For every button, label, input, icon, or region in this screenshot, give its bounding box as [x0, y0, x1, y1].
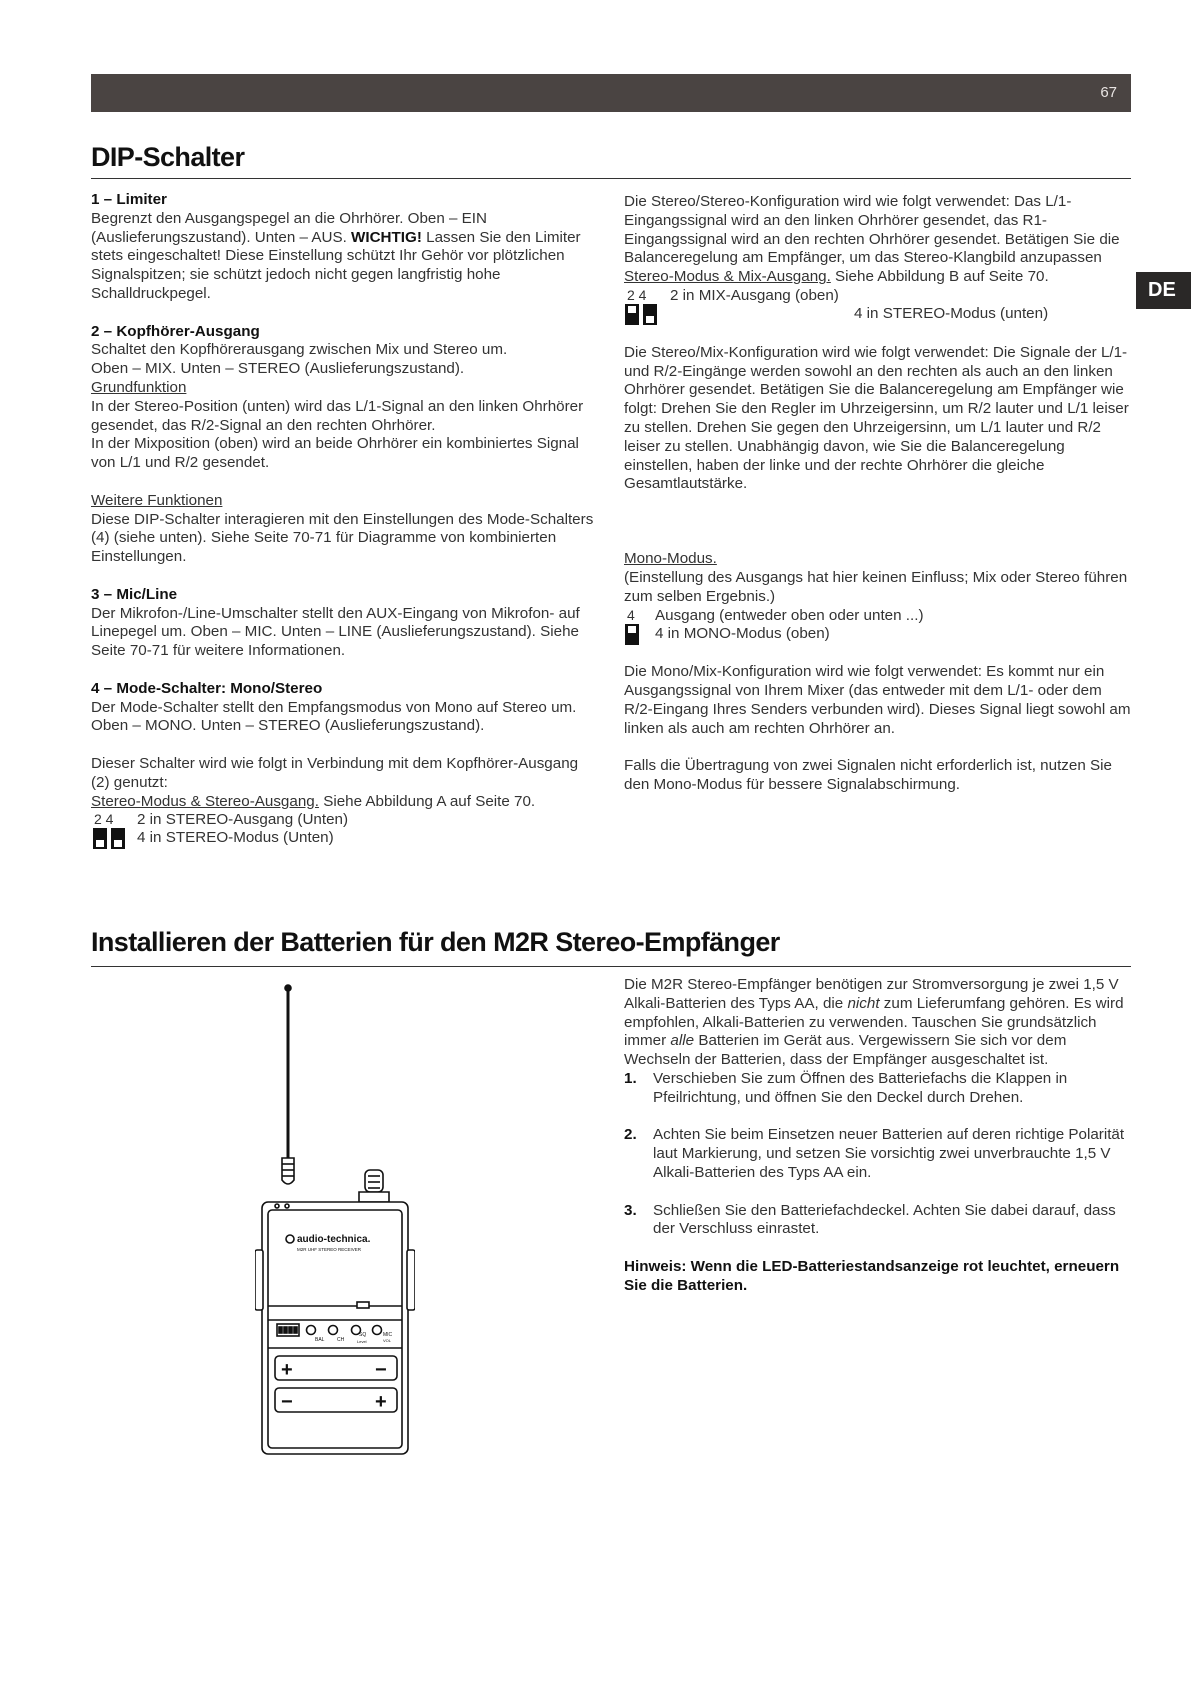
dip-switch-4-down: [111, 828, 125, 849]
svg-text:VOL: VOL: [383, 1338, 392, 1343]
header-bar: [91, 74, 1131, 112]
dip-switch-2-up: [625, 304, 639, 325]
right-column: [624, 193, 1134, 814]
svg-text:SQ: SQ: [359, 1332, 367, 1338]
section-title-dip: DIP-Schalter: [91, 142, 245, 172]
stereo-mix-link: Stereo-Modus & Mix-Ausgang.: [624, 268, 831, 286]
weitere-heading: Weitere Funktionen: [91, 491, 223, 509]
stereo-stereo-link: Stereo-Modus & Stereo-Ausgang.: [91, 792, 319, 810]
left-column: [91, 191, 596, 868]
brand-label: audio-technica.: [297, 1234, 371, 1245]
mode-heading: 4 – Mode-Schalter: Mono/Stereo: [91, 679, 323, 697]
dip-diagram-c: 4 Ausgang (entweder oben oder unten ...) 4 in MONO-Modus (oben): [624, 607, 1134, 645]
list-item: 3. Schließen Sie den Batteriefachdeckel. Achten Sie dabei darauf, dass der Verschluss einrastet.: [624, 1201, 1116, 1238]
mic-line-paragraph: 3 – Mic/Line Der Mikrofon-/Line-Umschalter stellt den AUX-Eingang von Mikrofon- auf Linepegel um. Oben – MIC. Unten – LINE (Auslieferungszustand). Siehe Seite 70-71 für weitere Informationen.: [91, 585, 580, 660]
minus-icon: −: [281, 1391, 293, 1413]
section-divider: [91, 178, 1131, 179]
dip-switch-2-down: [93, 828, 107, 849]
dip-switch-4-down: [643, 304, 657, 325]
svg-text:BAL: BAL: [315, 1337, 325, 1343]
mode-paragraph: 4 – Mode-Schalter: Mono/Stereo Der Mode-Schalter stellt den Empfangsmodus von Mono auf Stereo um. Oben – MONO. Unten – STEREO (Auslieferungszustand).: [91, 679, 577, 735]
kopfhoerer-paragraph: 2 – Kopfhörer-Ausgang Schaltet den Kopfhörerausgang zwischen Mix und Stereo um. Oben – MIX. Unten – STEREO (Auslieferungszustand). Grundfunktion In der Stereo-Position (unten) wird das L/1-Signal an den linken Ohrhörer gesendet, das R/2-Signal an den rechten Ohrhörer. In der Mixposition (oben) wird an beide Ohrhörer ein kombiniertes Signal von L/1 und R/2 gesendet.: [91, 322, 584, 472]
dip-switch-4-up: [625, 624, 639, 645]
dip-diagram-a: 2 4 2 in STEREO-Ausgang (Unten) 4 in STEREO-Modus (Unten): [91, 811, 596, 849]
kopfhoerer-heading: 2 – Kopfhörer-Ausgang: [91, 322, 260, 340]
battery-steps: [624, 1070, 1134, 1239]
section-title-batterien: Installieren der Batterien für den M2R Stereo-Empfänger: [91, 927, 780, 957]
dip-diagram-b: 2 4 2 in MIX-Ausgang (oben) 4 in STEREO-Modus (unten): [624, 287, 1134, 325]
stereo-stereo-paragraph: Die Stereo/Stereo-Konfiguration wird wie folgt verwendet: Das L/1-Eingangssignal wird an den linken Ohrhörer gesendet, das R1-Eingangssignal wird an den rechten Ohrhörer gesendet. Betätigen Sie die Balanceregelung am Empfänger, um das Stereo-Klangbild anzupassen Stereo-Modus & Mix-Ausgang. Siehe Abbildung B auf Seite 70.: [624, 193, 1120, 286]
dip-numbers: 2 4: [627, 286, 647, 303]
battery-intro: Die M2R Stereo-Empfänger benötigen zur Stromversorgung je zwei 1,5 V Alkali-Batterien des Typs AA, die nicht zum Lieferumfang gehören. Es wird empfohlen, Alkali-Batterien zu verwenden. Tauschen Sie grundsätzlich immer alle Batterien im Gerät aus. Vergewissern Sie sich vor dem Wechseln der Batterien, dass der Empfänger ausgeschaltet ist.: [624, 976, 1124, 1069]
page-number: 67: [1100, 84, 1117, 101]
section-divider: [91, 966, 1131, 967]
mono-mix-paragraph: Die Mono/Mix-Konfiguration wird wie folgt verwendet: Es kommt nur ein Ausgangssignal von Ihrem Mixer (das entweder mit dem L/1- oder dem R/2-Eingang Ihres Senders verbunden wird). Dieses Signal liegt sowohl am linken als auch am rechten Ohrhörer an.: [624, 663, 1131, 737]
minus-icon: −: [375, 1359, 387, 1381]
limiter-paragraph: 1 – Limiter Begrenzt den Ausgangspegel an die Ohrhörer. Oben – EIN (Auslieferungszustand). Unten – AUS. WICHTIG! Lassen Sie den Limiter stets eingeschaltet! Diese Einstellung schützt Ihr Gehör vor plötzlichen Signalspitzen; sie schützt jedoch nicht gegen langfristig hohe Schalldruckpegel.: [91, 191, 581, 302]
receiver-illustration: [255, 980, 415, 1460]
dip-numbers: 2 4: [94, 811, 114, 828]
weitere-paragraph: Weitere Funktionen Diese DIP-Schalter interagieren mit den Einstellungen des Mode-Schalters (4) (siehe unten). Siehe Seite 70-71 für Diagramme von kombinierten Einstellungen.: [91, 491, 594, 566]
mono-heading: Mono-Modus.: [624, 550, 717, 568]
falls-paragraph: Falls die Übertragung von zwei Signalen nicht erforderlich ist, nutzen Sie den Mono-Modus für bessere Signalabschirmung.: [624, 757, 1112, 794]
svg-text:Level: Level: [357, 1339, 367, 1344]
svg-text:CH: CH: [337, 1337, 345, 1343]
limiter-heading: 1 – Limiter: [91, 191, 167, 208]
list-item: 2. Achten Sie beim Einsetzen neuer Batterien auf deren richtige Polarität laut Markierung, und setzen Sie vorsichtig zwei unverbrauchte 1,5 V Alkali-Batterien des Typs AA ein.: [624, 1126, 1125, 1181]
verbindung-paragraph: Dieser Schalter wird wie folgt in Verbindung mit dem Kopfhörer-Ausgang (2) genutzt: Stereo-Modus & Stereo-Ausgang. Siehe Abbildung A auf Seite 70.: [91, 754, 579, 810]
plus-icon: +: [281, 1359, 293, 1381]
list-item: 1. Verschieben Sie zum Öffnen des Batteriefachs die Klappen in Pfeilrichtung, und öffnen Sie den Deckel durch Drehen.: [624, 1069, 1068, 1106]
mic-line-heading: 3 – Mic/Line: [91, 585, 178, 603]
language-tab: DE: [1136, 272, 1191, 309]
mono-paragraph: Mono-Modus. (Einstellung des Ausgangs hat hier keinen Einfluss; Mix oder Stereo führen zum selben Ergebnis.): [624, 550, 1128, 605]
grundfunktion-heading: Grundfunktion: [91, 378, 187, 396]
model-label: M2R UHF STEREO RECEIVER: [297, 1247, 362, 1252]
svg-text:MIC: MIC: [383, 1332, 393, 1338]
plus-icon: +: [375, 1391, 387, 1413]
stereo-mix-paragraph: Die Stereo/Mix-Konfiguration wird wie folgt verwendet: Die Signale der L/1- und R/2-Eingänge werden sowohl an den rechten als auch an den linken Ohrhörer gesendet. Betätigen Sie die Balanceregelung am Empfänger wie folgt: Drehen Sie den Regler im Uhrzeigersinn, um R/2 lauter und L/1 leiser zu stellen. Drehen Sie gegen den Uhrzeigersinn, um L/1 lauter und R/2 leiser zu stellen. Unabhängig davon, wie Sie die Balanceregelung einstellen, haben der linke und der rechte Ohrhörer die gleiche Gesamtlautstärke.: [624, 343, 1129, 493]
battery-instructions: [624, 976, 1134, 1314]
dip-numbers: 4: [627, 606, 635, 623]
battery-note: Hinweis: Wenn die LED-Batteriestandsanzeige rot leuchtet, erneuern Sie die Batterien.: [624, 1257, 1120, 1294]
